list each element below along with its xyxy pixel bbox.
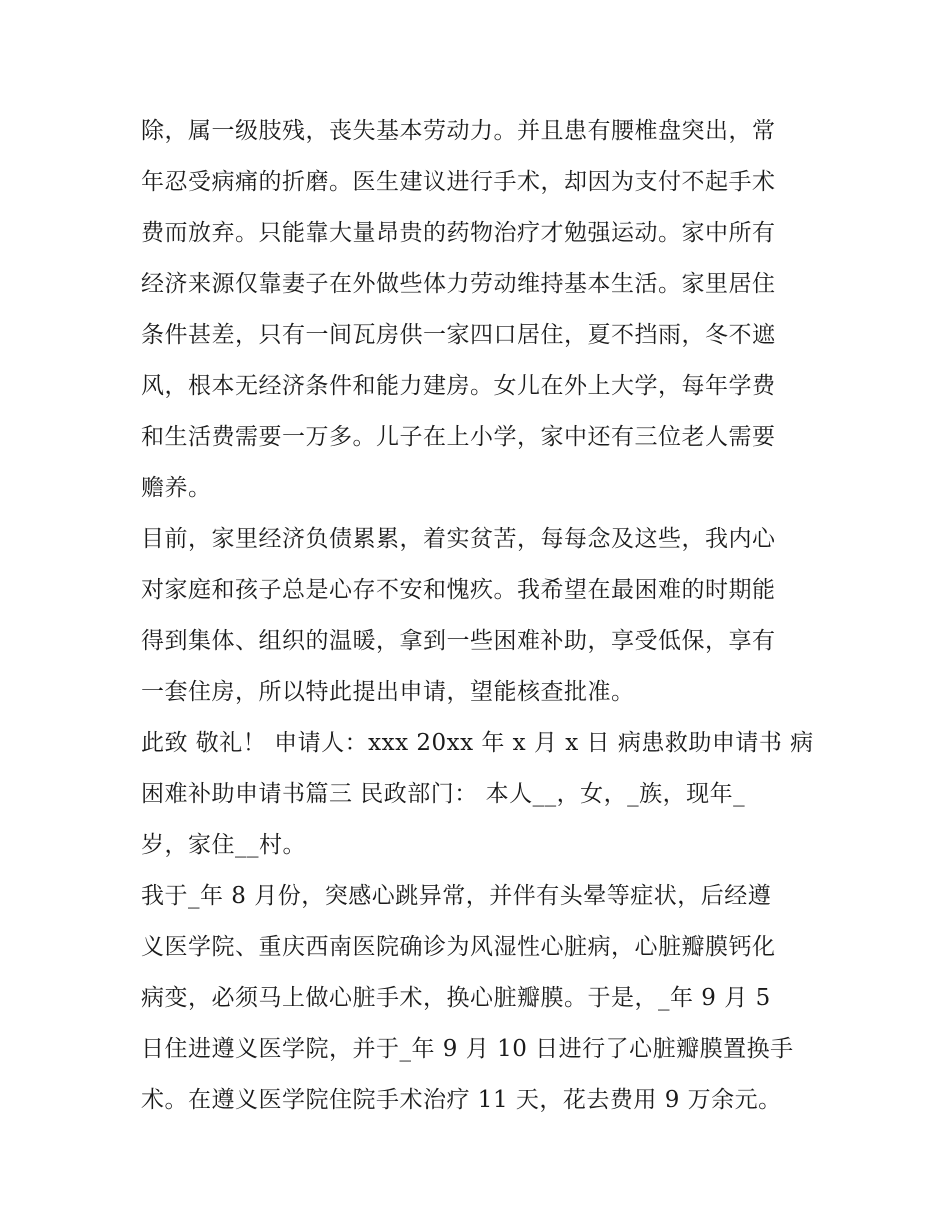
text-line: 赡养。 xyxy=(141,475,212,501)
text-line: 年忍受病痛的折磨。医生建议进行手术，却因为支付不起手术 xyxy=(141,169,776,195)
text-line: 目前，家里经济负债累累，着实贫苦，每每念及这些，我内心 xyxy=(141,526,776,552)
text-line: 病变，必须马上做心脏手术，换心脏瓣膜。于是，_年 9 月 5 xyxy=(141,985,771,1011)
text-line: 术。在遵义医学院住院手术治疗 11 天，花去费用 9 万余元。 xyxy=(141,1087,782,1113)
text-line: 费而放弃。只能靠大量昂贵的药物治疗才勉强运动。家中所有 xyxy=(141,220,776,246)
text-line: 风，根本无经济条件和能力建房。女儿在外上大学，每年学费 xyxy=(141,373,776,399)
text-line: 一套住房，所以特此提出申请，望能核查批准。 xyxy=(141,679,635,705)
text-line: 日住进遵义医学院，并于_年 9 月 10 日进行了心脏瓣膜置换手 xyxy=(141,1036,794,1062)
text-line: 岁，家住__村。 xyxy=(141,832,306,858)
text-line: 条件甚差，只有一间瓦房供一家四口居住，夏不挡雨，冬不遮 xyxy=(141,322,776,348)
text-line: 和生活费需要一万多。儿子在上小学，家中还有三位老人需要 xyxy=(141,424,776,450)
text-line: 经济来源仅靠妻子在外做些体力劳动维持基本生活。家里居住 xyxy=(141,271,776,297)
text-line: 除，属一级肢残，丧失基本劳动力。并且患有腰椎盘突出，常 xyxy=(141,118,776,144)
text-line: 困难补助申请书篇三 民政部门： 本人__，女，_族，现年_ xyxy=(141,781,746,807)
text-line: 我于_年 8 月份，突感心跳异常，并伴有头晕等症状，后经遵 xyxy=(141,883,772,909)
text-line: 义医学院、重庆西南医院确诊为风湿性心脏病，心脏瓣膜钙化 xyxy=(141,934,776,960)
text-line: 此致 敬礼！ 申请人：xxx 20xx 年 x 月 x 日 病患救助申请书 病 xyxy=(141,730,814,756)
document-body xyxy=(141,106,813,1126)
text-line: 对家庭和孩子总是心存不安和愧疚。我希望在最困难的时期能 xyxy=(141,577,776,603)
text-line: 得到集体、组织的温暖，拿到一些困难补助，享受低保，享有 xyxy=(141,628,776,654)
